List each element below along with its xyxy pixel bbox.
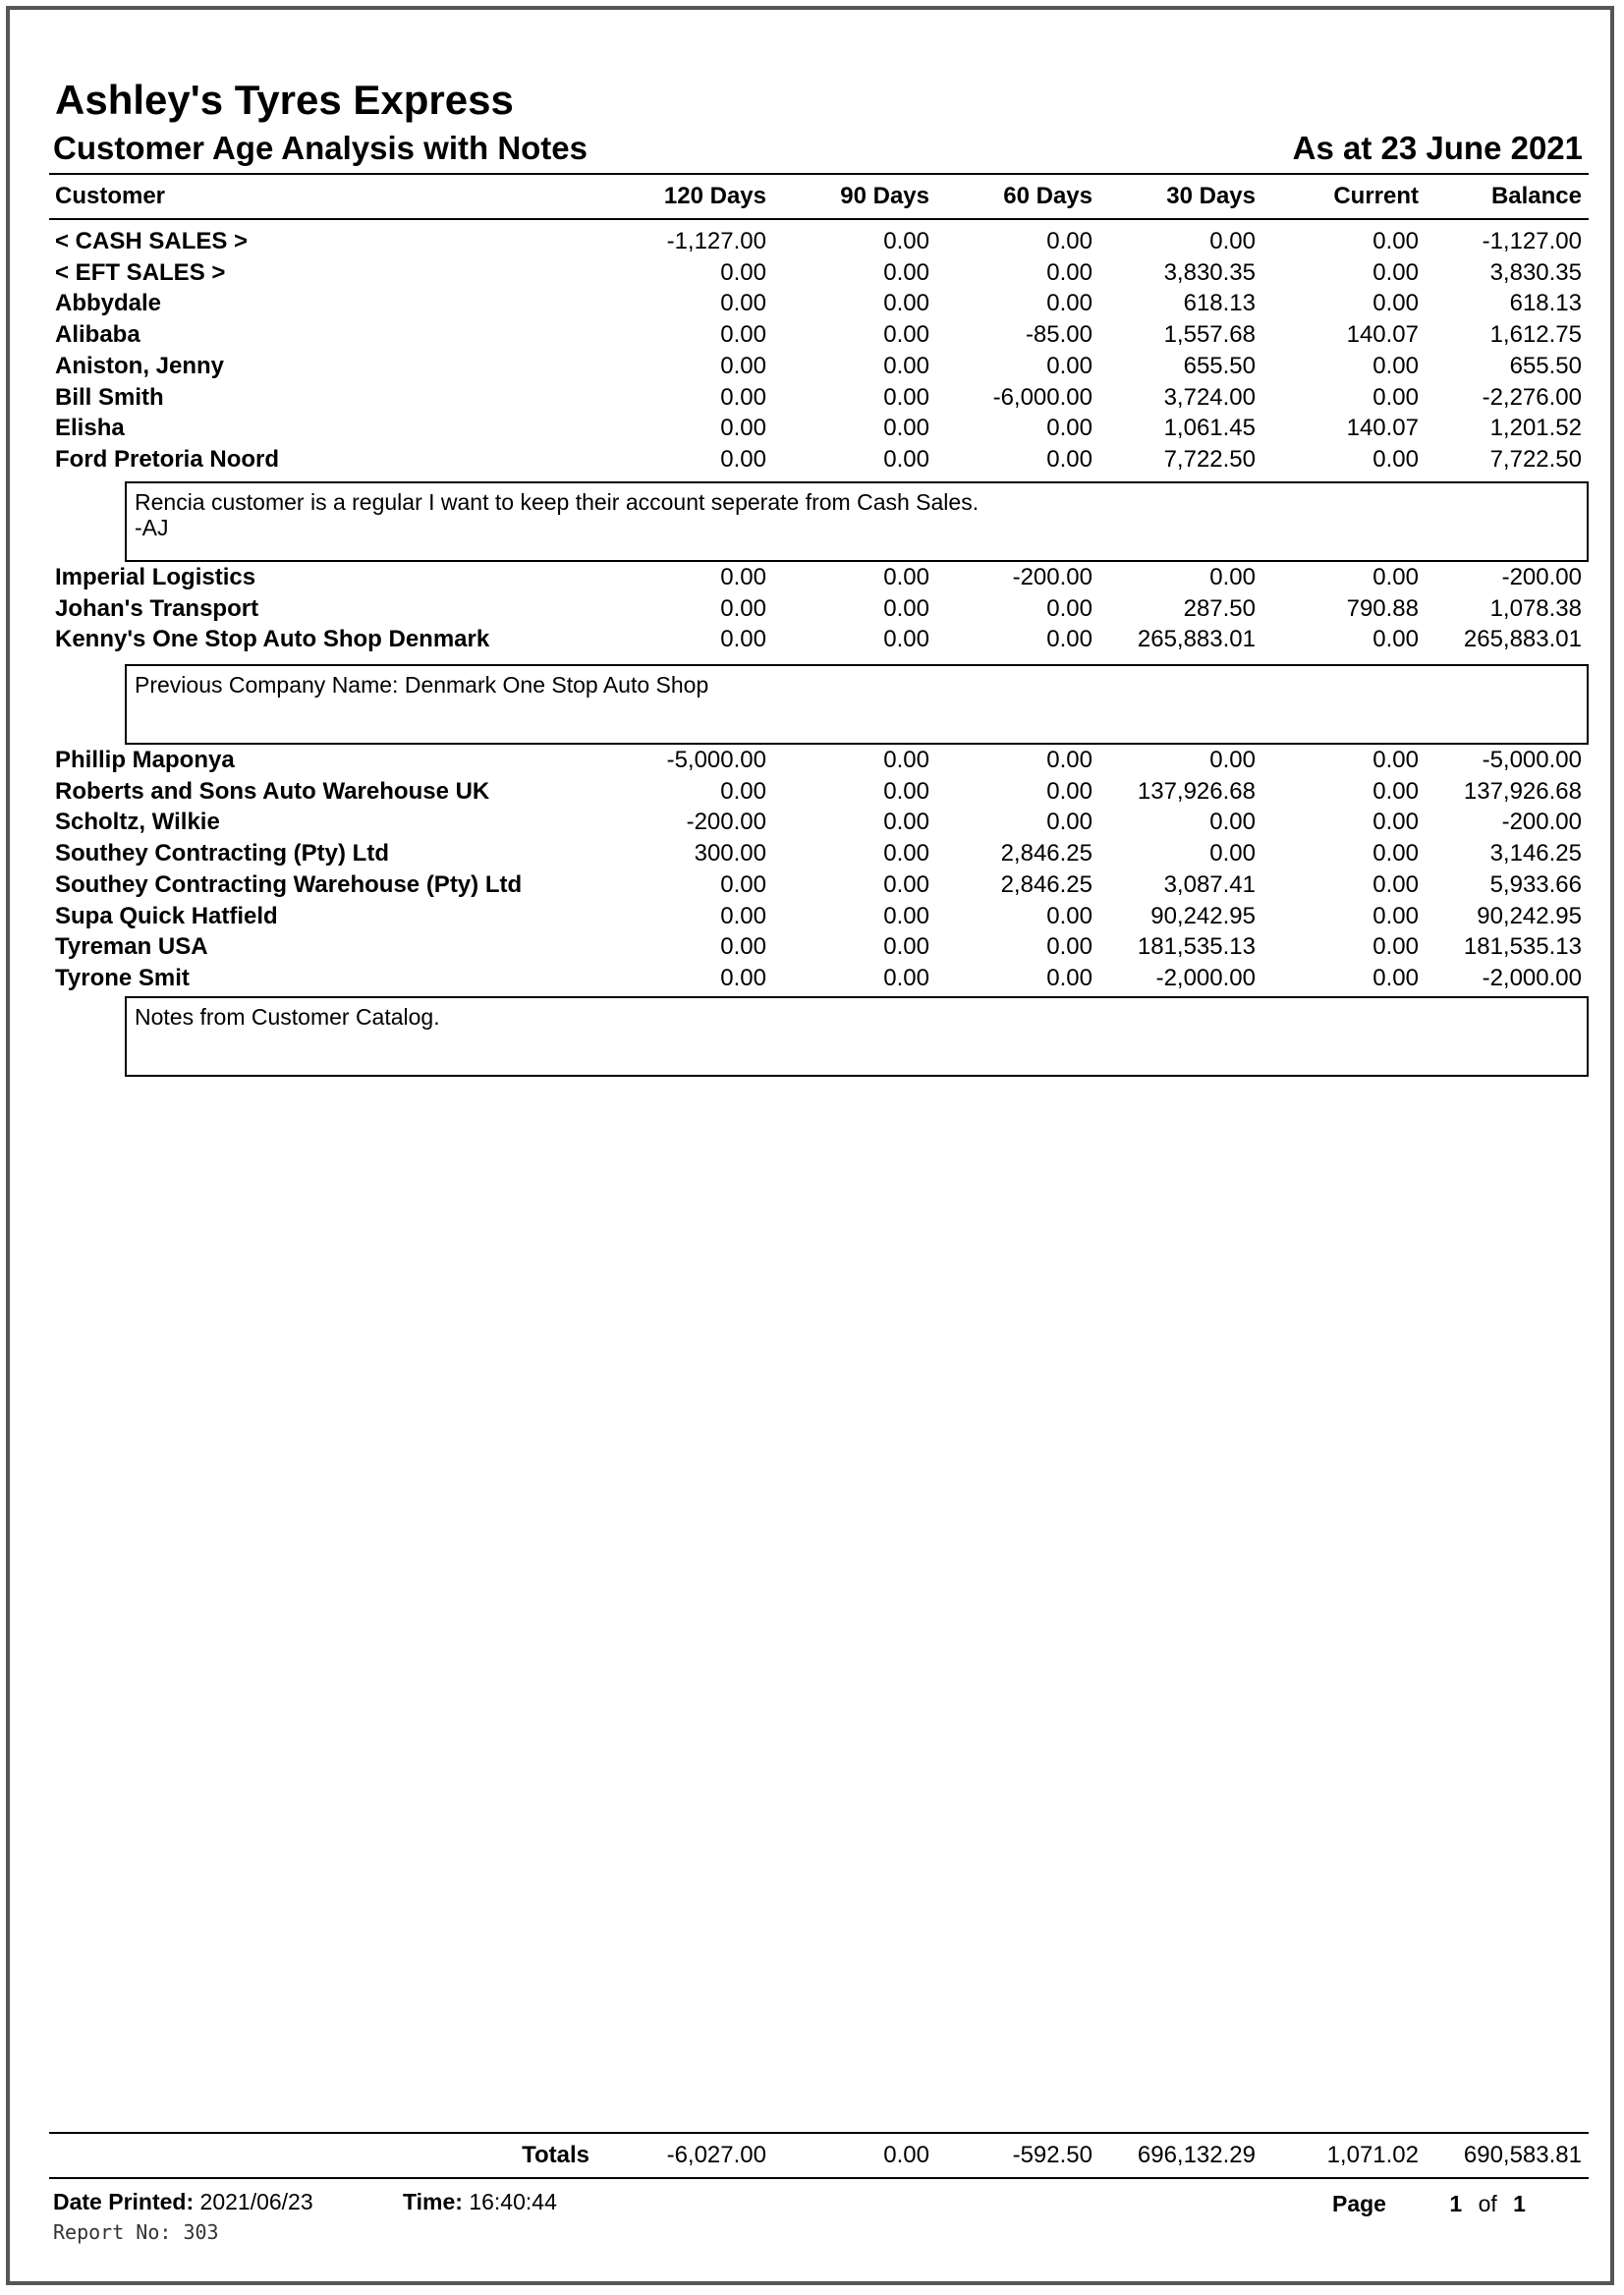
amount-120-days: 0.00 — [720, 445, 766, 473]
amount-30-days: 90,242.95 — [1150, 902, 1256, 929]
amount-60-days: 0.00 — [1046, 445, 1092, 473]
table-row — [0, 840, 1624, 871]
table-row — [0, 747, 1624, 778]
amount-30-days: 3,830.35 — [1163, 258, 1256, 286]
amount-120-days: 0.00 — [720, 321, 766, 349]
amount-120-days: -5,000.00 — [666, 747, 766, 773]
report-title: Customer Age Analysis with Notes — [53, 130, 588, 166]
amount-current: 0.00 — [1372, 933, 1419, 961]
amount-30-days: 0.00 — [1209, 840, 1256, 868]
amount-60-days: 0.00 — [1046, 258, 1092, 286]
table-row — [0, 353, 1624, 384]
amount-120-days: 0.00 — [720, 258, 766, 286]
total-90-days: 0.00 — [883, 2142, 929, 2168]
amount-balance: 181,535.13 — [1463, 933, 1582, 961]
amount-90-days: 0.00 — [883, 840, 929, 868]
table-row — [0, 933, 1624, 965]
amount-balance: 655.50 — [1509, 352, 1582, 379]
col-30-days: 30 Days — [1166, 183, 1256, 209]
amount-120-days: 0.00 — [720, 870, 766, 898]
total-60-days: -592.50 — [1012, 2142, 1092, 2168]
customer-name: Abbydale — [55, 290, 162, 317]
col-90-days: 90 Days — [840, 183, 929, 209]
total-120-days: -6,027.00 — [666, 2142, 766, 2168]
amount-90-days: 0.00 — [883, 870, 929, 898]
col-customer: Customer — [55, 183, 166, 209]
amount-60-days: -200.00 — [1012, 564, 1092, 590]
customer-note: Rencia customer is a regular I want to keep their account seperate from Cash Sales. -AJ — [125, 481, 1589, 562]
time-printed — [403, 2189, 557, 2215]
amount-60-days: 0.00 — [1046, 352, 1092, 379]
amount-90-days: 0.00 — [883, 445, 929, 473]
table-row — [0, 778, 1624, 810]
amount-90-days: 0.00 — [883, 564, 929, 590]
amount-30-days: 1,061.45 — [1163, 415, 1256, 442]
amount-120-days: 0.00 — [720, 933, 766, 961]
amount-current: 0.00 — [1372, 626, 1419, 653]
totals-label: Totals — [522, 2142, 589, 2168]
date-printed-label: Date Printed: — [53, 2189, 195, 2214]
amount-90-days: 0.00 — [883, 626, 929, 653]
amount-current: 0.00 — [1372, 870, 1419, 898]
amount-current: 0.00 — [1372, 258, 1419, 286]
amount-current: 0.00 — [1372, 383, 1419, 411]
amount-30-days: 0.00 — [1209, 747, 1256, 773]
amount-60-days: 0.00 — [1046, 809, 1092, 836]
page-current: 1 — [1449, 2191, 1463, 2216]
customer-name: Imperial Logistics — [55, 564, 256, 590]
amount-current: 0.00 — [1372, 352, 1419, 379]
amount-30-days: 0.00 — [1209, 809, 1256, 836]
report-number: Report No: 303 — [53, 2220, 219, 2244]
customer-name: Ford Pretoria Noord — [55, 445, 280, 473]
amount-120-days: -200.00 — [686, 809, 766, 836]
customer-name: < EFT SALES > — [55, 258, 226, 286]
date-printed-value: 2021/06/23 — [199, 2189, 313, 2214]
table-row — [0, 446, 1624, 477]
table-row — [0, 321, 1624, 353]
amount-30-days: -2,000.00 — [1155, 964, 1256, 991]
table-row — [0, 595, 1624, 627]
amount-balance: -2,276.00 — [1482, 383, 1582, 411]
amount-current: 0.00 — [1372, 290, 1419, 317]
customer-note: Previous Company Name: Denmark One Stop Auto Shop — [125, 664, 1589, 745]
amount-90-days: 0.00 — [883, 352, 929, 379]
customer-name: Elisha — [55, 415, 125, 442]
amount-120-days: -1,127.00 — [666, 228, 766, 254]
totals-top-rule — [49, 2132, 1589, 2134]
table-row — [0, 415, 1624, 446]
page-total: 1 — [1513, 2191, 1526, 2216]
customer-name: Bill Smith — [55, 383, 164, 411]
amount-120-days: 0.00 — [720, 383, 766, 411]
amount-60-days: 0.00 — [1046, 933, 1092, 961]
amount-90-days: 0.00 — [883, 290, 929, 317]
page-label: Page — [1332, 2191, 1386, 2216]
amount-30-days: 287.50 — [1183, 594, 1256, 622]
customer-name: Roberts and Sons Auto Warehouse UK — [55, 777, 490, 805]
amount-30-days: 7,722.50 — [1163, 445, 1256, 473]
company-name: Ashley's Tyres Express — [55, 77, 514, 123]
amount-30-days: 0.00 — [1209, 564, 1256, 590]
amount-90-days: 0.00 — [883, 415, 929, 442]
amount-balance: -200.00 — [1501, 564, 1582, 590]
amount-60-days: 0.00 — [1046, 594, 1092, 622]
amount-30-days: 181,535.13 — [1137, 933, 1256, 961]
amount-60-days: -6,000.00 — [992, 383, 1092, 411]
totals-bottom-rule — [49, 2177, 1589, 2179]
table-row — [0, 903, 1624, 934]
amount-current: 0.00 — [1372, 902, 1419, 929]
table-row — [0, 965, 1624, 996]
amount-balance: -200.00 — [1501, 809, 1582, 836]
amount-60-days: 0.00 — [1046, 747, 1092, 773]
amount-90-days: 0.00 — [883, 809, 929, 836]
col-current: Current — [1333, 183, 1419, 209]
table-row — [0, 290, 1624, 321]
amount-60-days: 0.00 — [1046, 626, 1092, 653]
amount-current: 790.88 — [1346, 594, 1419, 622]
amount-90-days: 0.00 — [883, 321, 929, 349]
amount-60-days: -85.00 — [1025, 321, 1092, 349]
report-date: As at 23 June 2021 — [1292, 130, 1583, 166]
time-label: Time: — [403, 2189, 463, 2214]
date-printed — [53, 2189, 313, 2215]
amount-current: 0.00 — [1372, 777, 1419, 805]
customer-name: Southey Contracting Warehouse (Pty) Ltd — [55, 870, 523, 898]
table-row — [0, 871, 1624, 903]
amount-balance: 7,722.50 — [1489, 445, 1582, 473]
amount-60-days: 2,846.25 — [1000, 870, 1092, 898]
amount-current: 140.07 — [1346, 321, 1419, 349]
amount-balance: 137,926.68 — [1463, 777, 1582, 805]
table-row — [0, 259, 1624, 291]
amount-balance: 5,933.66 — [1489, 870, 1582, 898]
amount-90-days: 0.00 — [883, 777, 929, 805]
amount-current: 0.00 — [1372, 228, 1419, 254]
amount-current: 0.00 — [1372, 747, 1419, 773]
page-of: of — [1478, 2191, 1497, 2216]
amount-90-days: 0.00 — [883, 933, 929, 961]
amount-90-days: 0.00 — [883, 902, 929, 929]
customer-name: Scholtz, Wilkie — [55, 809, 220, 836]
amount-120-days: 0.00 — [720, 626, 766, 653]
amount-120-days: 0.00 — [720, 415, 766, 442]
customer-name: Tyreman USA — [55, 933, 208, 961]
customer-name: Southey Contracting (Pty) Ltd — [55, 840, 389, 868]
amount-90-days: 0.00 — [883, 383, 929, 411]
amount-30-days: 655.50 — [1183, 352, 1256, 379]
total-balance: 690,583.81 — [1463, 2142, 1582, 2168]
amount-30-days: 618.13 — [1183, 290, 1256, 317]
amount-30-days: 137,926.68 — [1137, 777, 1256, 805]
customer-name: Kenny's One Stop Auto Shop Denmark — [55, 626, 490, 653]
amount-30-days: 265,883.01 — [1137, 626, 1256, 653]
customer-name: Aniston, Jenny — [55, 352, 225, 379]
amount-30-days: 0.00 — [1209, 228, 1256, 254]
amount-120-days: 0.00 — [720, 777, 766, 805]
total-30-days: 696,132.29 — [1137, 2142, 1256, 2168]
amount-current: 0.00 — [1372, 840, 1419, 868]
amount-120-days: 0.00 — [720, 594, 766, 622]
amount-balance: 1,201.52 — [1489, 415, 1582, 442]
amount-balance: -1,127.00 — [1482, 228, 1582, 254]
amount-balance: 90,242.95 — [1477, 902, 1582, 929]
amount-90-days: 0.00 — [883, 747, 929, 773]
table-row — [0, 626, 1624, 657]
page-indicator — [1332, 2191, 1526, 2217]
col-120-days: 120 Days — [663, 183, 766, 209]
amount-60-days: 0.00 — [1046, 415, 1092, 442]
header-bottom-rule — [49, 218, 1589, 220]
amount-60-days: 0.00 — [1046, 290, 1092, 317]
amount-current: 0.00 — [1372, 445, 1419, 473]
amount-30-days: 1,557.68 — [1163, 321, 1256, 349]
amount-30-days: 3,724.00 — [1163, 383, 1256, 411]
amount-120-days: 0.00 — [720, 352, 766, 379]
header-top-rule — [49, 173, 1589, 175]
amount-60-days: 0.00 — [1046, 902, 1092, 929]
table-row — [0, 809, 1624, 840]
customer-name: Johan's Transport — [55, 594, 259, 622]
amount-current: 0.00 — [1372, 964, 1419, 991]
amount-120-days: 0.00 — [720, 290, 766, 317]
amount-balance: 1,612.75 — [1489, 321, 1582, 349]
amount-current: 0.00 — [1372, 564, 1419, 590]
amount-60-days: 0.00 — [1046, 777, 1092, 805]
table-row — [0, 384, 1624, 416]
table-row — [0, 564, 1624, 595]
amount-current: 0.00 — [1372, 809, 1419, 836]
amount-current: 140.07 — [1346, 415, 1419, 442]
customer-name: Tyrone Smit — [55, 964, 190, 991]
customer-note: Notes from Customer Catalog. — [125, 996, 1589, 1077]
amount-balance: -5,000.00 — [1482, 747, 1582, 773]
col-balance: Balance — [1490, 183, 1582, 209]
amount-120-days: 0.00 — [720, 902, 766, 929]
amount-120-days: 0.00 — [720, 964, 766, 991]
time-value: 16:40:44 — [469, 2189, 557, 2214]
amount-90-days: 0.00 — [883, 594, 929, 622]
customer-name: Alibaba — [55, 321, 140, 349]
amount-60-days: 2,846.25 — [1000, 840, 1092, 868]
amount-60-days: 0.00 — [1046, 964, 1092, 991]
amount-90-days: 0.00 — [883, 964, 929, 991]
amount-balance: 618.13 — [1509, 290, 1582, 317]
table-row — [0, 228, 1624, 259]
customer-name: < CASH SALES > — [55, 228, 249, 254]
amount-30-days: 3,087.41 — [1163, 870, 1256, 898]
amount-120-days: 300.00 — [694, 840, 766, 868]
amount-balance: 3,146.25 — [1489, 840, 1582, 868]
amount-balance: -2,000.00 — [1482, 964, 1582, 991]
amount-60-days: 0.00 — [1046, 228, 1092, 254]
amount-90-days: 0.00 — [883, 258, 929, 286]
amount-balance: 1,078.38 — [1489, 594, 1582, 622]
amount-balance: 265,883.01 — [1463, 626, 1582, 653]
total-current: 1,071.02 — [1326, 2142, 1419, 2168]
customer-name: Phillip Maponya — [55, 747, 235, 773]
col-60-days: 60 Days — [1003, 183, 1092, 209]
amount-90-days: 0.00 — [883, 228, 929, 254]
customer-name: Supa Quick Hatfield — [55, 902, 278, 929]
amount-balance: 3,830.35 — [1489, 258, 1582, 286]
amount-120-days: 0.00 — [720, 564, 766, 590]
